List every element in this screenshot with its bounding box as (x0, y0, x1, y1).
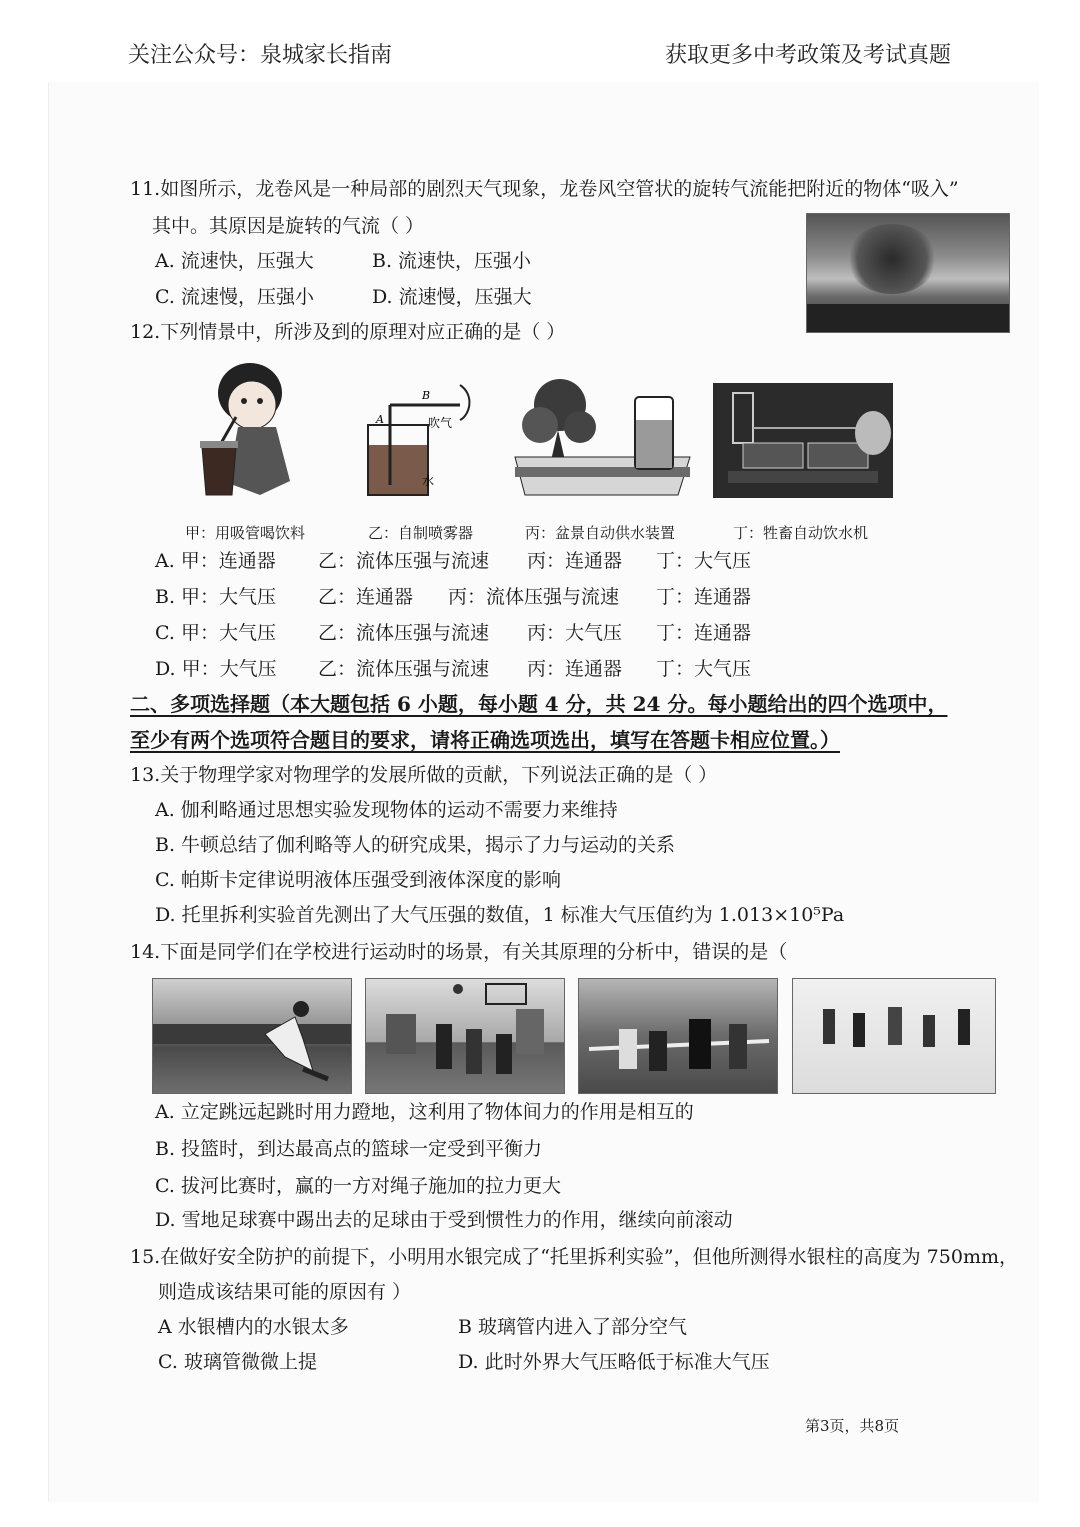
caption-yi: 乙：自制喷雾器 (368, 524, 474, 542)
q12-b-jia: B. 甲：大气压 (155, 586, 277, 608)
q12-stem: 12.下列情景中，所涉及到的原理对应正确的是（ ） (130, 321, 566, 343)
q12-c-ding: 丁：连通器 (656, 622, 752, 644)
photo-tug-of-war (578, 978, 778, 1094)
q12-a-bing: 丙：连通器 (527, 550, 623, 572)
label-a: A (376, 413, 384, 426)
q12-d-yi: 乙：流体压强与流速 (318, 658, 490, 680)
q12-c-yi: 乙：流体压强与流速 (318, 622, 490, 644)
figure-livestock-drinker (713, 383, 893, 498)
q12-c-bing: 丙：大气压 (527, 622, 623, 644)
q12-a-ding: 丁：大气压 (656, 550, 752, 572)
figure-sprayer (350, 375, 480, 500)
q12-a-yi: 乙：流体压强与流速 (318, 550, 490, 572)
q11-option-c: C. 流速慢，压强小 (155, 286, 314, 308)
caption-bing: 丙：盆景自动供水装置 (525, 524, 676, 542)
q14-option-c: C. 拔河比赛时，赢的一方对绳子施加的拉力更大 (155, 1175, 561, 1197)
q12-a-jia: A. 甲：连通器 (155, 550, 276, 572)
q11-line1: 11.如图所示，龙卷风是一种局部的剧烈天气现象，龙卷风空管状的旋转气流能把附近的物体“吸入” (130, 178, 959, 200)
photo-basketball (365, 978, 565, 1094)
q13-option-d: D. 托里拆利实验首先测出了大气压强的数值，1 标准大气压值约为 1.013×10⁵Pa (155, 904, 845, 926)
label-b: B (422, 389, 431, 402)
header-right: 获取更多中考政策及考试真题 (665, 43, 952, 68)
photo-standing-jump (152, 978, 352, 1094)
label-water: 水 (422, 474, 435, 488)
q11-option-a: A. 流速快，压强大 (155, 250, 314, 272)
figure-straw-drink (180, 355, 300, 505)
q12-d-bing: 丙：连通器 (527, 658, 623, 680)
header-left: 关注公众号：泉城家长指南 (128, 43, 393, 68)
q11-option-b: B. 流速快，压强小 (372, 250, 532, 272)
q15-option-a: A 水银槽内的水银太多 (158, 1316, 349, 1338)
q12-b-ding: 丁：连通器 (656, 586, 752, 608)
q12-c-jia: C. 甲：大气压 (155, 622, 276, 644)
q14-option-d: D. 雪地足球赛中踢出去的足球由于受到惯性力的作用，继续向前滚动 (155, 1209, 733, 1231)
label-blow: 吹气 (428, 416, 453, 430)
q14-option-b: B. 投篮时，到达最高点的篮球一定受到平衡力 (155, 1138, 543, 1160)
q13-option-b: B. 牛顿总结了伽利略等人的研究成果，揭示了力与运动的关系 (155, 834, 676, 856)
caption-ding: 丁：牲畜自动饮水机 (733, 524, 869, 542)
q12-b-bing: 丙：流体压强与流速 (448, 586, 620, 608)
photo-snow-football (792, 978, 996, 1094)
caption-jia: 甲：用吸管喝饮料 (185, 524, 306, 542)
q12-d-jia: D. 甲：大气压 (155, 658, 277, 680)
tornado-photo (806, 213, 1010, 333)
section2-line2: 至少有两个选项符合题目的要求，请将正确选项选出，填写在答题卡相应位置。） (130, 728, 840, 752)
q15-line1: 15.在做好安全防护的前提下，小明用水银完成了“托里拆利实验”，但他所测得水银柱的高度为 750mm， (130, 1246, 1018, 1268)
q15-option-c: C. 玻璃管微微上提 (158, 1351, 317, 1373)
q15-line2: 则造成该结果可能的原因有 ） (158, 1281, 412, 1303)
section2-line1: 二、多项选择题（本大题包括 6 小题，每小题 4 分，共 24 分。每小题给出的四个选项中， (130, 692, 948, 716)
q15-option-b: B 玻璃管内进入了部分空气 (458, 1316, 688, 1338)
q13-stem: 13.关于物理学家对物理学的发展所做的贡献，下列说法正确的是（ ） (130, 764, 718, 786)
q11-option-d: D. 流速慢，压强大 (372, 286, 532, 308)
q14-stem: 14.下面是同学们在学校进行运动时的场景，有关其原理的分析中，错误的是（ (130, 941, 788, 963)
page-number: 第3页，共8页 (805, 1417, 900, 1435)
q13-option-c: C. 帕斯卡定律说明液体压强受到液体深度的影响 (155, 869, 561, 891)
q14-option-a: A. 立定跳远起跳时用力蹬地，这利用了物体间力的作用是相互的 (155, 1101, 694, 1123)
q15-option-d: D. 此时外界大气压略低于标准大气压 (458, 1351, 770, 1373)
q13-option-a: A. 伽利略通过思想实验发现物体的运动不需要力来维持 (155, 799, 618, 821)
figure-bonsai (510, 375, 695, 500)
q12-b-yi: 乙：连通器 (318, 586, 414, 608)
q12-d-ding: 丁：大气压 (656, 658, 752, 680)
q11-line2: 其中。其原因是旋转的气流（ ） (152, 215, 425, 237)
